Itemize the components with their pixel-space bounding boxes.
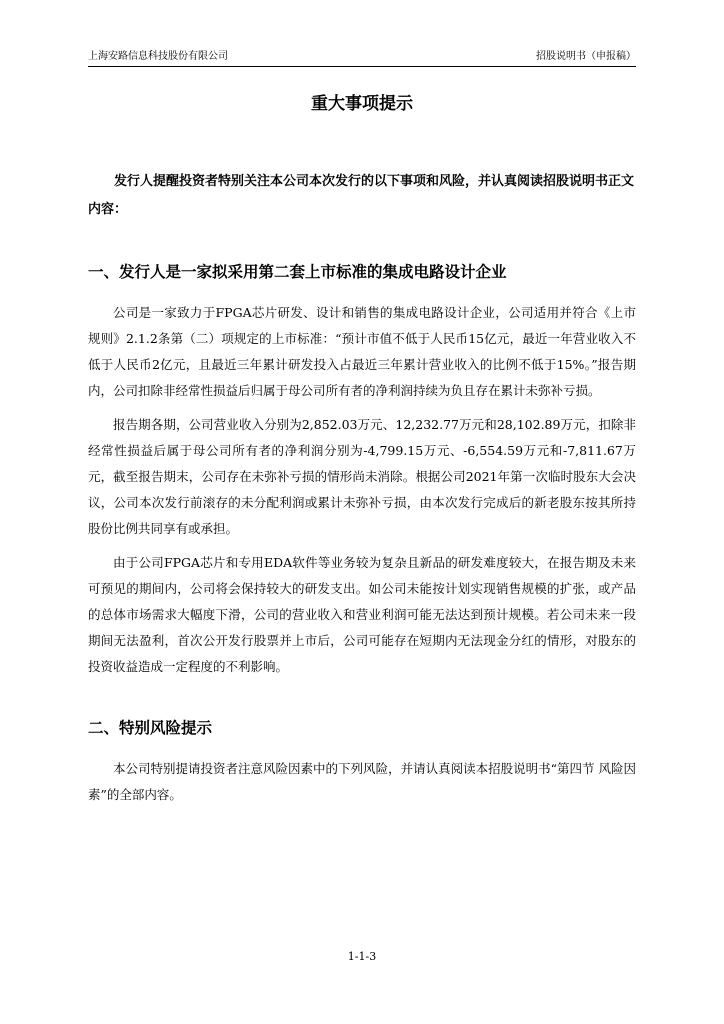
page-number: 1-1-3 bbox=[347, 950, 377, 963]
header-document-type: 招股说明书（申报稿） bbox=[536, 51, 636, 62]
section-1-paragraph-3: 由于公司FPGA芯片和专用EDA软件等业务较为复杂且新品的研发难度较大，在报告期及未来可预见的期间内，公司将会保持较大的研发支出。如公司未能按计划实现销售规模的扩张，或产品的总体市场需求大幅度下滑，公司的营业收入和营业利润可能无法达到预计规模。若公司未来一段期间无法盈利，首次公开发行股票并上市后，公司可能存在短期内无法现金分红的情形，对股东的投资收益造成一定程度的不利影响。 bbox=[88, 555, 636, 674]
section-2-paragraph-1: 本公司特别提请投资者注意风险因素中的下列风险，并请认真阅读本招股说明书“第四节 风险因素”的全部内容。 bbox=[88, 761, 636, 802]
section-1-paragraph-1: 公司是一家致力于FPGA芯片研发、设计和销售的集成电路设计企业，公司适用并符合《上市规则》2.1.2条第（二）项规定的上市标准：“预计市值不低于人民币15亿元，最近一年营业收入不低于人民币2亿元，且最近三年累计研发投入占最近三年累计营业收入的比例不低于15%。”报告期内，公司扣除非经常性损益后归属于母公司所有者的净利润持续为负且存在累计未弥补亏损。 bbox=[88, 305, 636, 398]
section-1-paragraph-2: 报告期各期，公司营业收入分别为2,852.03万元、12,232.77万元和28,102.89万元，扣除非经常性损益后属于母公司所有者的净利润分别为-4,799.15万元、-6,554.59万元和-7,811.67万元，截至报告期末，公司存在未弥补亏损的情形尚未消除。根据公司2021年第一次临时股东大会决议，公司本次发行前滚存的未分配利润或累计未弥补亏损，由本次发行完成后的新老股东按其所持股份比例共同享有或承担。 bbox=[88, 417, 636, 536]
page-header bbox=[88, 50, 636, 67]
page-title: 重大事项提示 bbox=[311, 94, 413, 114]
document-body bbox=[88, 92, 636, 816]
header-company-name: 上海安路信息科技股份有限公司 bbox=[88, 51, 228, 62]
page-footer bbox=[0, 950, 724, 964]
section-2-heading: 二、特别风险提示 bbox=[88, 719, 213, 737]
investor-notice: 发行人提醒投资者特别关注本公司本次发行的以下事项和风险，并认真阅读招股说明书正文内容： bbox=[88, 174, 635, 217]
section-1-heading: 一、发行人是一家拟采用第二套上市标准的集成电路设计企业 bbox=[88, 263, 507, 281]
